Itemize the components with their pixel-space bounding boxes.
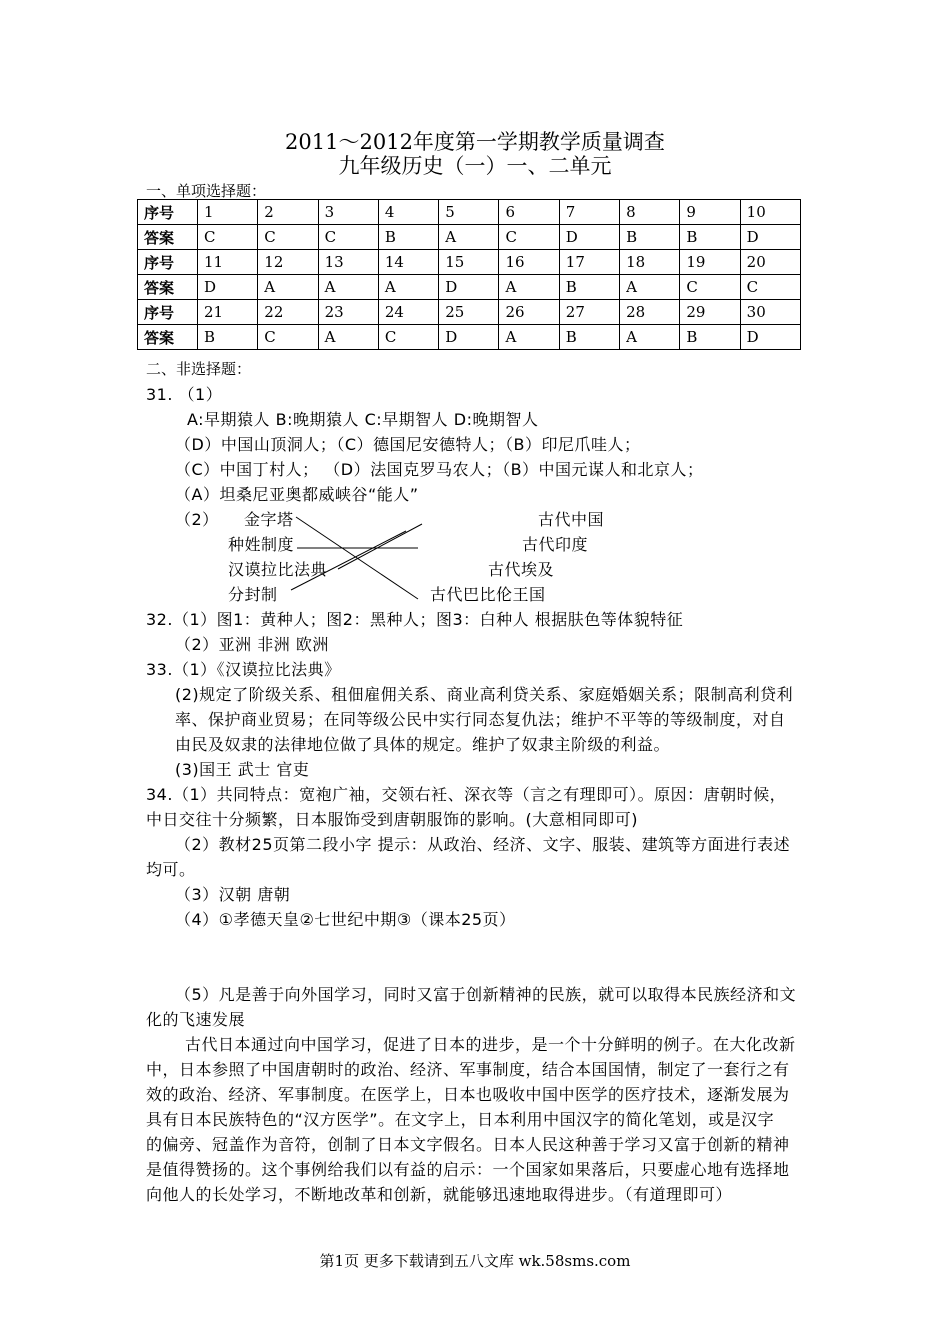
q34-line: 的偏旁、冠盖作为音符，创制了日本文字假名。日本人民这种善于学习又富于创新的精神 (146, 1135, 790, 1154)
q34-line: 中日交往十分频繁，日本服饰受到唐朝服饰的影响。(大意相同即可) (146, 810, 638, 829)
question-number-cell: 7 (559, 200, 619, 225)
question-number-cell: 22 (258, 300, 318, 325)
answer-cell: D (740, 225, 800, 250)
q33-line: 率、保护商业贸易；在同等级公民中实行同态复仇法；维护不平等的等级制度，对自 (175, 710, 786, 729)
q31-line: A:早期猿人 B:晚期猿人 C:早期智人 D:晚期智人 (187, 410, 539, 429)
question-number-cell: 18 (620, 250, 680, 275)
question-number-cell: 9 (680, 200, 740, 225)
q33-line: (2)规定了阶级关系、租佃雇佣关系、商业高利贷关系、家庭婚姻关系；限制高利贷利 (175, 685, 794, 704)
answer-cell: A (318, 275, 378, 300)
question-number-cell: 24 (378, 300, 438, 325)
answer-cell: B (559, 275, 619, 300)
q31-line: （C）中国丁村人； （D）法国克罗马农人；（B）中国元谋人和北京人； (175, 460, 704, 479)
question-number-cell: 15 (439, 250, 499, 275)
q34-line: 34.（1）共同特点：宽袍广袖，交领右衽、深衣等（言之有理即可）。原因：唐朝时候， (146, 785, 787, 804)
row-label: 序号 (138, 250, 198, 275)
answer-cell: A (318, 325, 378, 350)
q34-line: 效的政治、经济、军事制度。在医学上，日本也吸收中国中医学的医疗技术，逐渐发展为 (146, 1085, 790, 1104)
q33-line: (3)国王 武士 官吏 (175, 760, 310, 779)
question-number-cell: 21 (198, 300, 258, 325)
question-number-cell: 20 (740, 250, 800, 275)
q34-line: 化的飞速发展 (146, 1010, 246, 1029)
question-number-cell: 16 (499, 250, 559, 275)
row-label: 序号 (138, 200, 198, 225)
question-number-cell: 6 (499, 200, 559, 225)
answer-cell: C (258, 325, 318, 350)
q31-line: （A）坦桑尼亚奥都威峡谷“能人” (175, 485, 419, 504)
question-number-cell: 5 (439, 200, 499, 225)
question-number-cell: 28 (620, 300, 680, 325)
q34-line: 向他人的长处学习，不断地改革和创新，就能够迅速地取得进步。（有道理即可） (146, 1185, 733, 1204)
question-number-cell: 19 (680, 250, 740, 275)
question-number-cell: 25 (439, 300, 499, 325)
answer-cell: D (740, 325, 800, 350)
answer-cell: D (559, 225, 619, 250)
answer-cell: B (680, 225, 740, 250)
answer-cell: B (620, 225, 680, 250)
q34-line: 古代日本通过向中国学习，促进了日本的进步，是一个十分鲜明的例子。在大化改新 (185, 1035, 796, 1054)
question-number-cell: 13 (318, 250, 378, 275)
answer-cell: C (258, 225, 318, 250)
answer-cell: C (680, 275, 740, 300)
answer-cell: A (378, 275, 438, 300)
question-number-cell: 14 (378, 250, 438, 275)
q34-line: （2）教材25页第二段小字 提示：从政治、经济、文字、服装、建筑等方面进行表述 (175, 835, 791, 854)
q34-line: （3）汉朝 唐朝 (175, 885, 291, 904)
q33-line: 由民及奴隶的法律地位做了具体的规定。维护了奴隶主阶级的利益。 (175, 735, 671, 754)
question-number-cell: 26 (499, 300, 559, 325)
question-number-cell: 12 (258, 250, 318, 275)
q33-line: 33.（1）《汉谟拉比法典》 (146, 660, 341, 679)
q32-line: 32.（1）图1：黄种人；图2：黑种人；图3：白种人 根据肤色等体貌特征 (146, 610, 684, 629)
match-left-item: 汉谟拉比法典 (228, 560, 328, 579)
answer-cell: C (378, 325, 438, 350)
answer-cell: A (620, 275, 680, 300)
answer-cell: C (318, 225, 378, 250)
q34-line: 中，日本参照了中国唐朝时的政治、经济、军事制度，结合本国国情，制定了一套行之有 (146, 1060, 790, 1079)
answer-cell: D (439, 325, 499, 350)
question-number-cell: 17 (559, 250, 619, 275)
page-subtitle: 九年级历史（一）一、二单元 (338, 154, 612, 178)
q31-line: （D）中国山顶洞人；（C）德国尼安德特人；（B）印尼爪哇人； (175, 435, 641, 454)
q34-line: 具有日本民族特色的“汉方医学”。在文字上，日本利用中国汉字的简化笔划，或是汉字 (146, 1110, 775, 1129)
q31-part2-label: （2） (175, 510, 219, 529)
question-number-cell: 2 (258, 200, 318, 225)
q34-line: （5）凡是善于向外国学习，同时又富于创新精神的民族，就可以取得本民族经济和文 (175, 985, 797, 1004)
row-label: 答案 (138, 275, 198, 300)
match-left-item: 种姓制度 (228, 535, 295, 554)
answer-cell: D (439, 275, 499, 300)
question-number-cell: 1 (198, 200, 258, 225)
page-title: 2011～2012年度第一学期教学质量调查 (285, 130, 665, 154)
answer-cell: B (198, 325, 258, 350)
question-number-cell: 4 (378, 200, 438, 225)
question-number-cell: 23 (318, 300, 378, 325)
question-number-cell: 30 (740, 300, 800, 325)
answer-cell: A (620, 325, 680, 350)
answer-cell: B (378, 225, 438, 250)
answer-cell: A (499, 325, 559, 350)
q34-line: 均可。 (146, 860, 196, 879)
match-left-item: 金字塔 (244, 510, 294, 529)
row-label: 答案 (138, 325, 198, 350)
match-line (296, 517, 418, 599)
answer-cell: A (499, 275, 559, 300)
answer-cell: D (198, 275, 258, 300)
answer-cell: B (559, 325, 619, 350)
answer-cell: B (680, 325, 740, 350)
match-line (338, 524, 422, 569)
answer-cell: A (258, 275, 318, 300)
answer-cell: C (198, 225, 258, 250)
row-label: 序号 (138, 300, 198, 325)
match-left-item: 分封制 (228, 585, 278, 604)
match-line (291, 531, 406, 590)
answer-cell: A (439, 225, 499, 250)
match-right-item: 古代印度 (522, 535, 589, 554)
match-right-item: 古代巴比伦王国 (430, 585, 546, 604)
question-number-cell: 10 (740, 200, 800, 225)
row-label: 答案 (138, 225, 198, 250)
page-footer: 第1页 更多下载请到五八文库 wk.58sms.com (319, 1252, 631, 1270)
question-number-cell: 8 (620, 200, 680, 225)
question-number-cell: 29 (680, 300, 740, 325)
question-number-cell: 3 (318, 200, 378, 225)
match-right-item: 古代中国 (538, 510, 605, 529)
section-heading-1: 一、单项选择题： (146, 182, 267, 200)
q34-line: 是值得赞扬的。这个事例给我们以有益的启示：一个国家如果落后，只要虚心地有选择地 (146, 1160, 790, 1179)
question-number-cell: 11 (198, 250, 258, 275)
match-right-item: 古代埃及 (488, 560, 555, 579)
answer-cell: C (740, 275, 800, 300)
q31-heading: 31. （1） (146, 385, 223, 404)
answer-cell: C (499, 225, 559, 250)
question-number-cell: 27 (559, 300, 619, 325)
q32-line: （2）亚洲 非洲 欧洲 (175, 635, 329, 654)
section-heading-2: 二、非选择题： (146, 360, 252, 378)
q34-line: （4）①孝德天皇②七世纪中期③（课本25页） (175, 910, 516, 929)
